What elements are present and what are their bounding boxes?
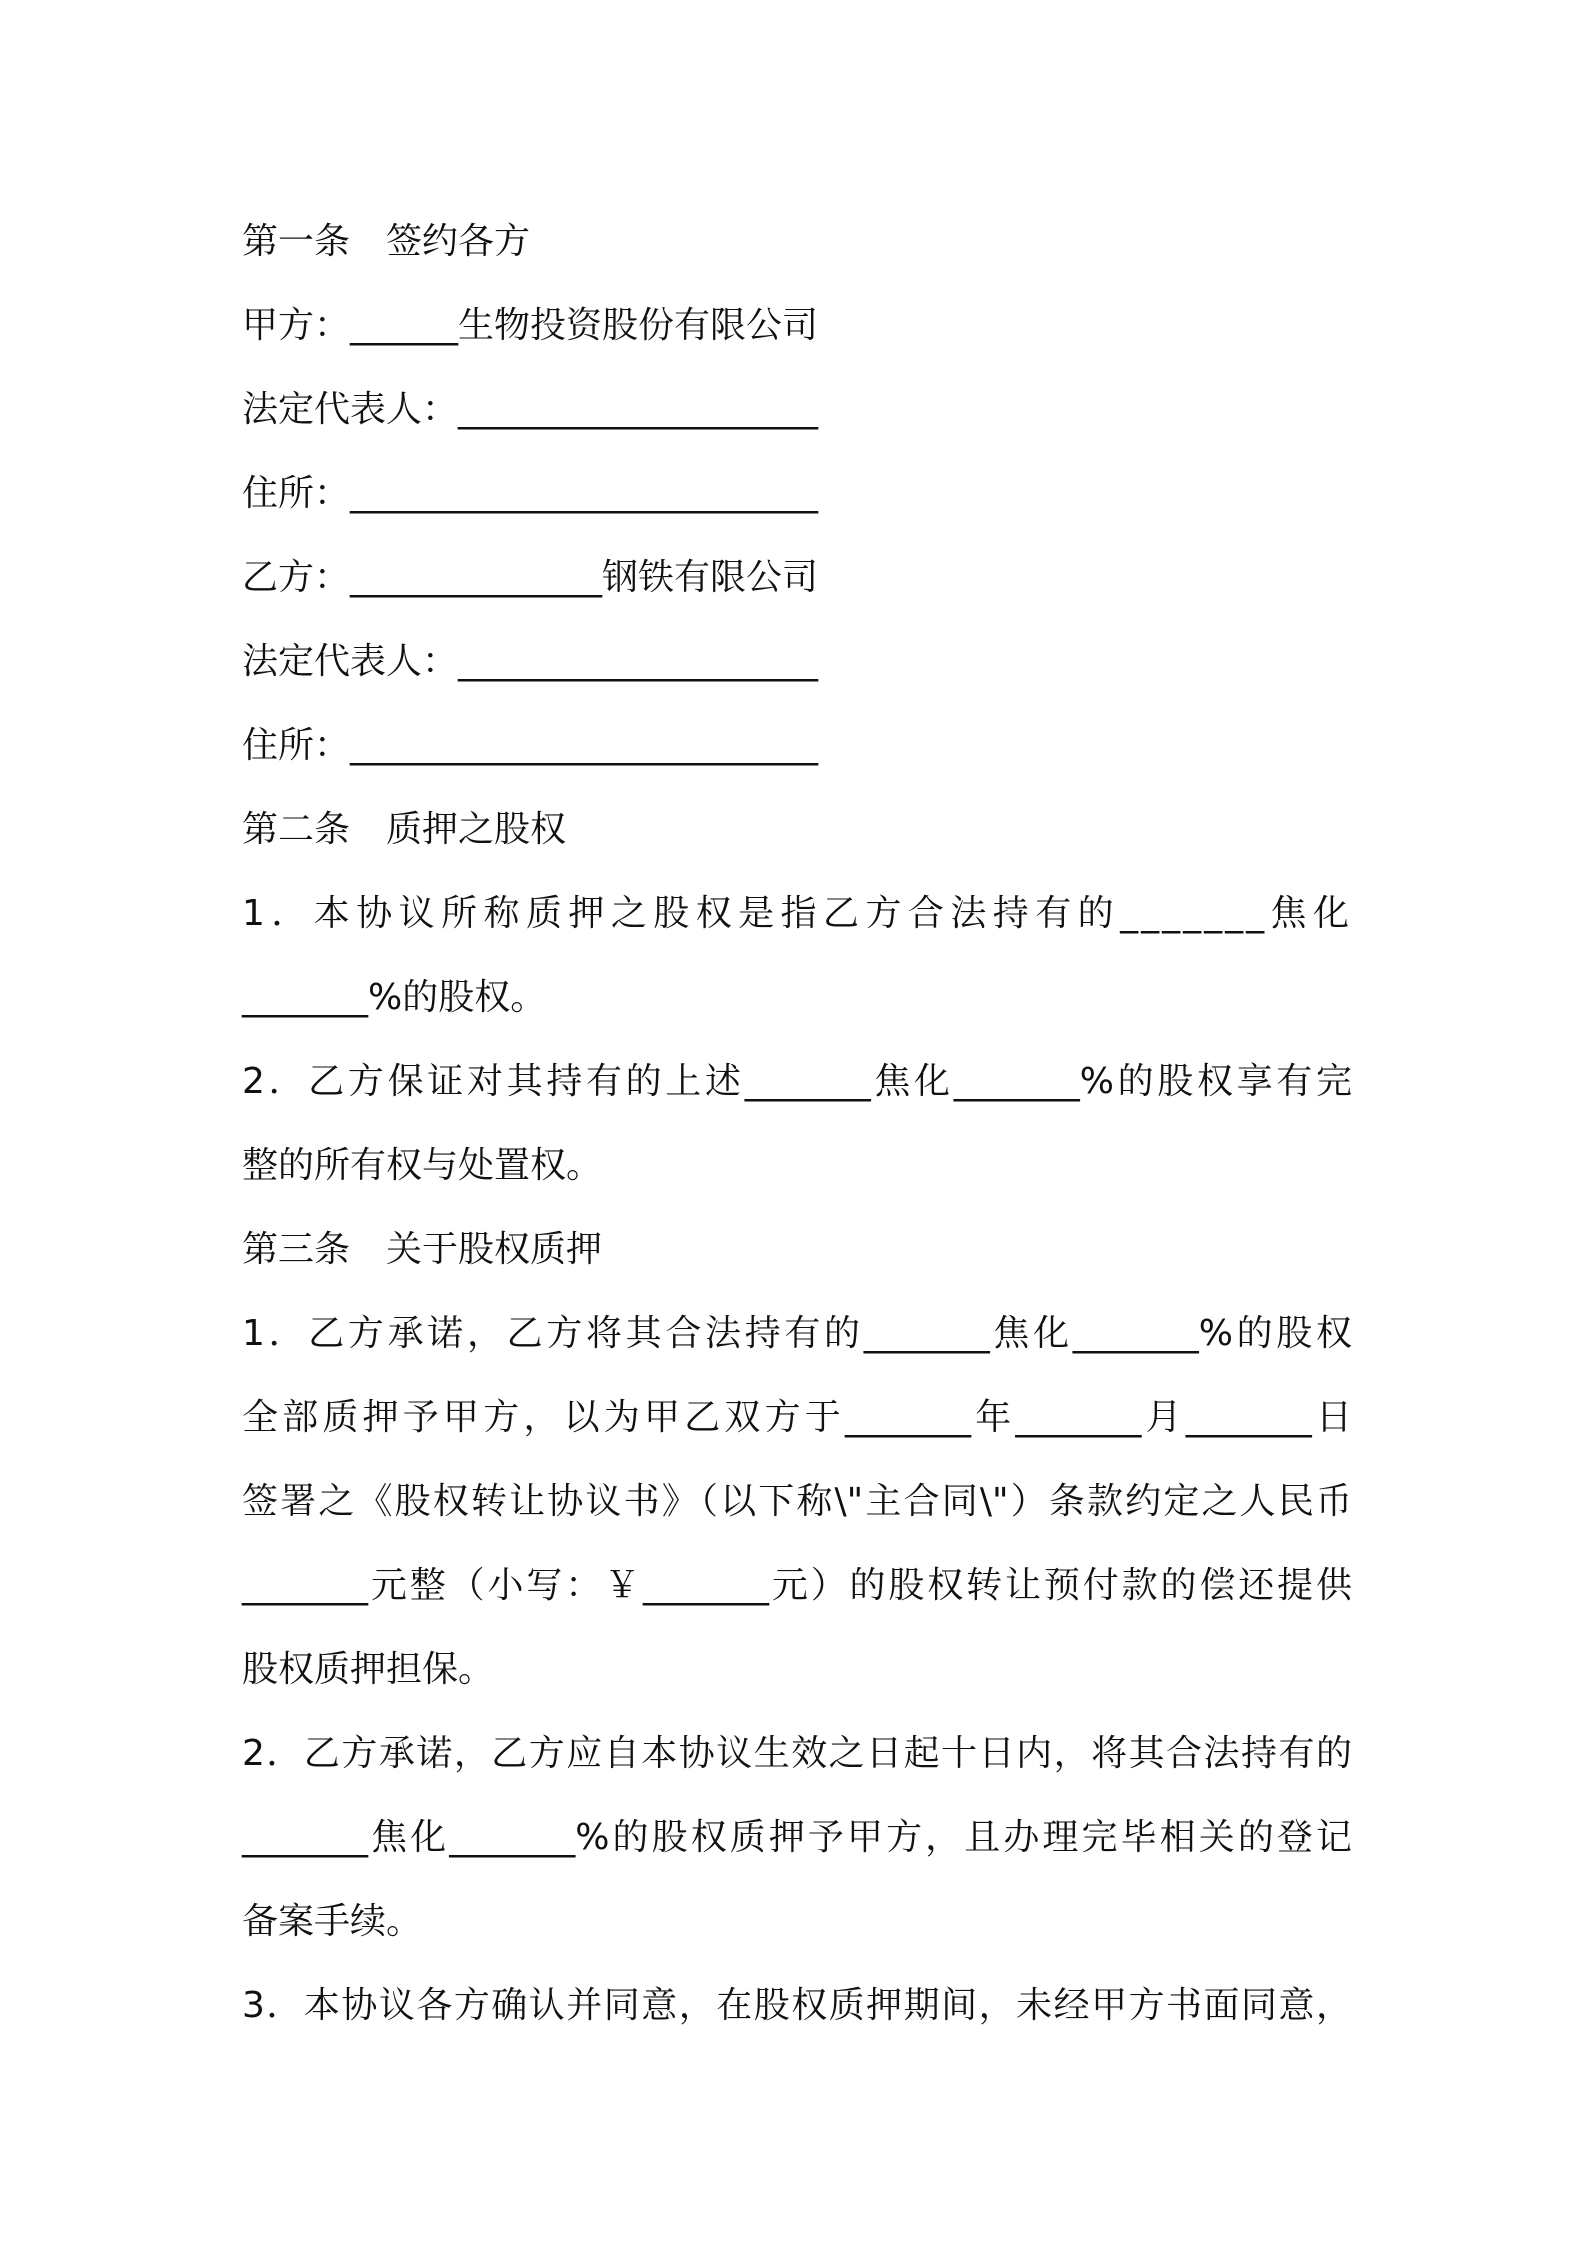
article-2-clause-1-line-1: 1．本协议所称质押之股权是指乙方合法持有的_______焦化 xyxy=(242,893,1352,934)
article-3-clause-1-line-5: 股权质押担保。 xyxy=(242,1649,495,1690)
article-3-clause-1-line-2: 全部质押予甲方，以为甲乙双方于_______年_______月_______日 xyxy=(242,1397,1352,1438)
party-b-legal-representative: 法定代表人：____________________ xyxy=(242,641,819,682)
party-a-address: 住所：__________________________ xyxy=(242,473,819,514)
article-3-clause-2-line-3: 备案手续。 xyxy=(242,1901,423,1942)
article-2-clause-1-line-2: _______%的股权。 xyxy=(242,977,547,1018)
party-b-name: 乙方：______________钢铁有限公司 xyxy=(242,557,819,598)
article-3-clause-2-line-1: 2．乙方承诺，乙方应自本协议生效之日起十日内，将其合法持有的 xyxy=(242,1733,1352,1774)
article-2-clause-2-line-1: 2．乙方保证对其持有的上述_______焦化_______%的股权享有完 xyxy=(242,1061,1352,1102)
party-b-address: 住所：__________________________ xyxy=(242,725,819,766)
article-1-heading: 第一条 签约各方 xyxy=(242,221,531,262)
party-a-name: 甲方：______生物投资股份有限公司 xyxy=(242,305,819,346)
party-a-legal-representative: 法定代表人：____________________ xyxy=(242,389,819,430)
article-2-clause-2-line-2: 整的所有权与处置权。 xyxy=(242,1145,603,1186)
article-3-heading: 第三条 关于股权质押 xyxy=(242,1229,603,1270)
contract-body xyxy=(242,200,1352,2048)
article-2-heading: 第二条 质押之股权 xyxy=(242,809,567,850)
article-3-clause-1-line-3: 签署之《股权转让协议书》（以下称\"主合同\"）条款约定之人民币 xyxy=(242,1481,1352,1522)
article-3-clause-1-line-1: 1．乙方承诺，乙方将其合法持有的_______焦化_______%的股权 xyxy=(242,1313,1352,1354)
article-3-clause-2-line-2: _______焦化_______%的股权质押予甲方，且办理完毕相关的登记 xyxy=(242,1817,1352,1858)
article-3-clause-3-line-1: 3．本协议各方确认并同意，在股权质押期间，未经甲方书面同意， xyxy=(242,1985,1352,2026)
article-3-clause-1-line-4: _______元整（小写：￥_______元）的股权转让预付款的偿还提供 xyxy=(242,1565,1352,1606)
